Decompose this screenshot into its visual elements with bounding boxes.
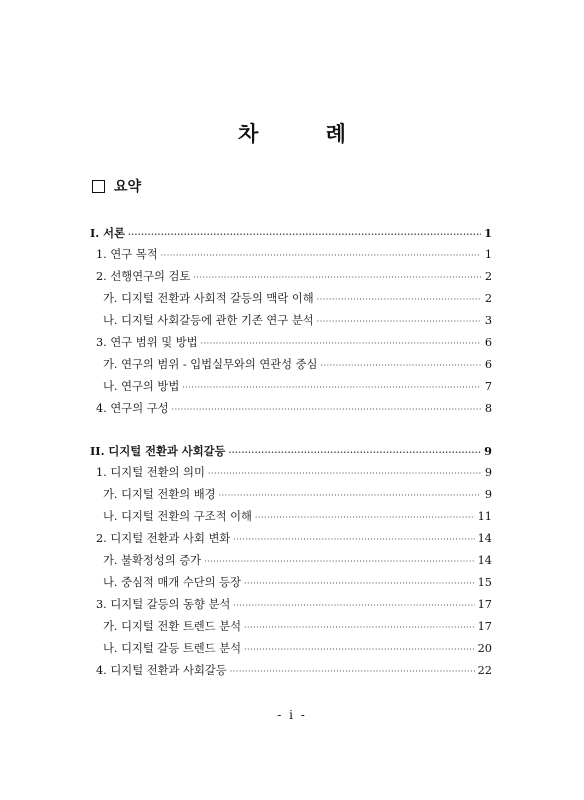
toc-entry-page: 6 — [484, 336, 492, 349]
toc-entry-label: 2. 디지털 전환과 사회 변화 — [96, 532, 231, 545]
dot-leader — [230, 661, 475, 683]
checkbox-icon — [92, 180, 105, 193]
dot-leader — [161, 245, 481, 267]
page-title: 차 례 — [238, 122, 376, 146]
toc-entry-label: 가. 불확정성의 증가 — [103, 554, 202, 567]
summary-heading[interactable] — [92, 176, 141, 196]
toc-entry-label: 가. 디지털 전환 트렌드 분석 — [103, 620, 241, 633]
toc-entry[interactable] — [90, 572, 492, 594]
toc-entry-page: 17 — [477, 620, 492, 633]
toc-entry-label: II. 디지털 전환과 사회갈등 — [90, 444, 226, 458]
dot-leader — [244, 573, 475, 595]
toc-entry-page: 9 — [484, 444, 492, 458]
toc-entry-label: 4. 디지털 전환과 사회갈등 — [96, 664, 227, 677]
toc-entry-page: 14 — [477, 532, 492, 545]
toc-entry-page: 17 — [477, 598, 492, 611]
dot-leader — [128, 223, 481, 245]
toc-entry-page: 14 — [477, 554, 492, 567]
dot-leader — [219, 485, 481, 507]
toc-entry[interactable] — [90, 332, 492, 354]
dot-leader — [172, 399, 481, 421]
toc-entry-label: 3. 디지털 갈등의 동향 분석 — [96, 598, 231, 611]
toc-entry-label: I. 서론 — [90, 226, 125, 240]
toc-entry-page: 1 — [484, 226, 492, 240]
toc-entry-label: 1. 연구 목적 — [96, 248, 158, 261]
toc-entry-page: 22 — [477, 664, 492, 677]
toc-entry-page: 7 — [484, 380, 492, 393]
dot-leader — [317, 311, 481, 333]
toc-entry[interactable] — [90, 484, 492, 506]
toc-entry-page: 8 — [484, 402, 492, 415]
toc-entry-label: 가. 디지털 전환과 사회적 갈등의 맥락 이해 — [103, 292, 314, 305]
toc-entry-page: 15 — [477, 576, 492, 589]
toc-entry[interactable] — [90, 594, 492, 616]
dot-leader — [233, 529, 474, 551]
dot-leader — [228, 441, 481, 463]
toc-entry-label: 3. 연구 범위 및 방법 — [96, 336, 198, 349]
dot-leader — [208, 463, 481, 485]
page-number: - i - — [277, 708, 307, 722]
toc-entry[interactable] — [90, 616, 492, 638]
toc-entry[interactable] — [90, 462, 492, 484]
table-of-contents — [90, 222, 492, 682]
dot-leader — [193, 267, 481, 289]
toc-entry-page: 20 — [477, 642, 492, 655]
toc-entry[interactable] — [90, 266, 492, 288]
toc-entry-page: 3 — [484, 314, 492, 327]
toc-entry-label: 가. 연구의 범위 - 입법실무와의 연관성 중심 — [103, 358, 318, 371]
toc-entry-page: 1 — [484, 248, 492, 261]
toc-entry[interactable] — [90, 376, 492, 398]
dot-leader — [201, 333, 481, 355]
dot-leader — [255, 507, 475, 529]
toc-entry[interactable] — [90, 550, 492, 572]
dot-leader — [182, 377, 481, 399]
section-gap — [90, 420, 492, 440]
toc-entry-label: 가. 디지털 전환의 배경 — [103, 488, 216, 501]
toc-entry-page: 6 — [484, 358, 492, 371]
toc-entry-page: 9 — [484, 488, 492, 501]
toc-entry-label: 4. 연구의 구성 — [96, 402, 169, 415]
toc-entry-label: 1. 디지털 전환의 의미 — [96, 466, 205, 479]
toc-chapter-entry[interactable] — [90, 222, 492, 244]
toc-entry[interactable] — [90, 310, 492, 332]
dot-leader — [244, 617, 475, 639]
toc-entry[interactable] — [90, 506, 492, 528]
toc-chapter-entry[interactable] — [90, 440, 492, 462]
toc-entry[interactable] — [90, 288, 492, 310]
toc-entry-label: 나. 디지털 전환의 구조적 이해 — [103, 510, 252, 523]
toc-entry-page: 9 — [484, 466, 492, 479]
toc-entry-label: 나. 디지털 사회갈등에 관한 기존 연구 분석 — [103, 314, 314, 327]
toc-entry-label: 나. 디지털 갈등 트렌드 분석 — [103, 642, 241, 655]
dot-leader — [320, 355, 481, 377]
toc-entry[interactable] — [90, 660, 492, 682]
toc-entry-label: 나. 연구의 방법 — [103, 380, 180, 393]
toc-entry-page: 11 — [477, 510, 492, 523]
toc-entry-page: 2 — [484, 270, 492, 283]
summary-label: 요약 — [114, 179, 142, 195]
dot-leader — [233, 595, 474, 617]
toc-entry[interactable] — [90, 638, 492, 660]
dot-leader — [244, 639, 475, 661]
toc-entry-label: 나. 중심적 매개 수단의 등장 — [103, 576, 241, 589]
toc-entry[interactable] — [90, 354, 492, 376]
toc-entry-page: 2 — [484, 292, 492, 305]
toc-entry-label: 2. 선행연구의 검토 — [96, 270, 191, 283]
toc-entry[interactable] — [90, 398, 492, 420]
toc-entry[interactable] — [90, 528, 492, 550]
toc-entry[interactable] — [90, 244, 492, 266]
dot-leader — [204, 551, 475, 573]
dot-leader — [317, 289, 481, 311]
